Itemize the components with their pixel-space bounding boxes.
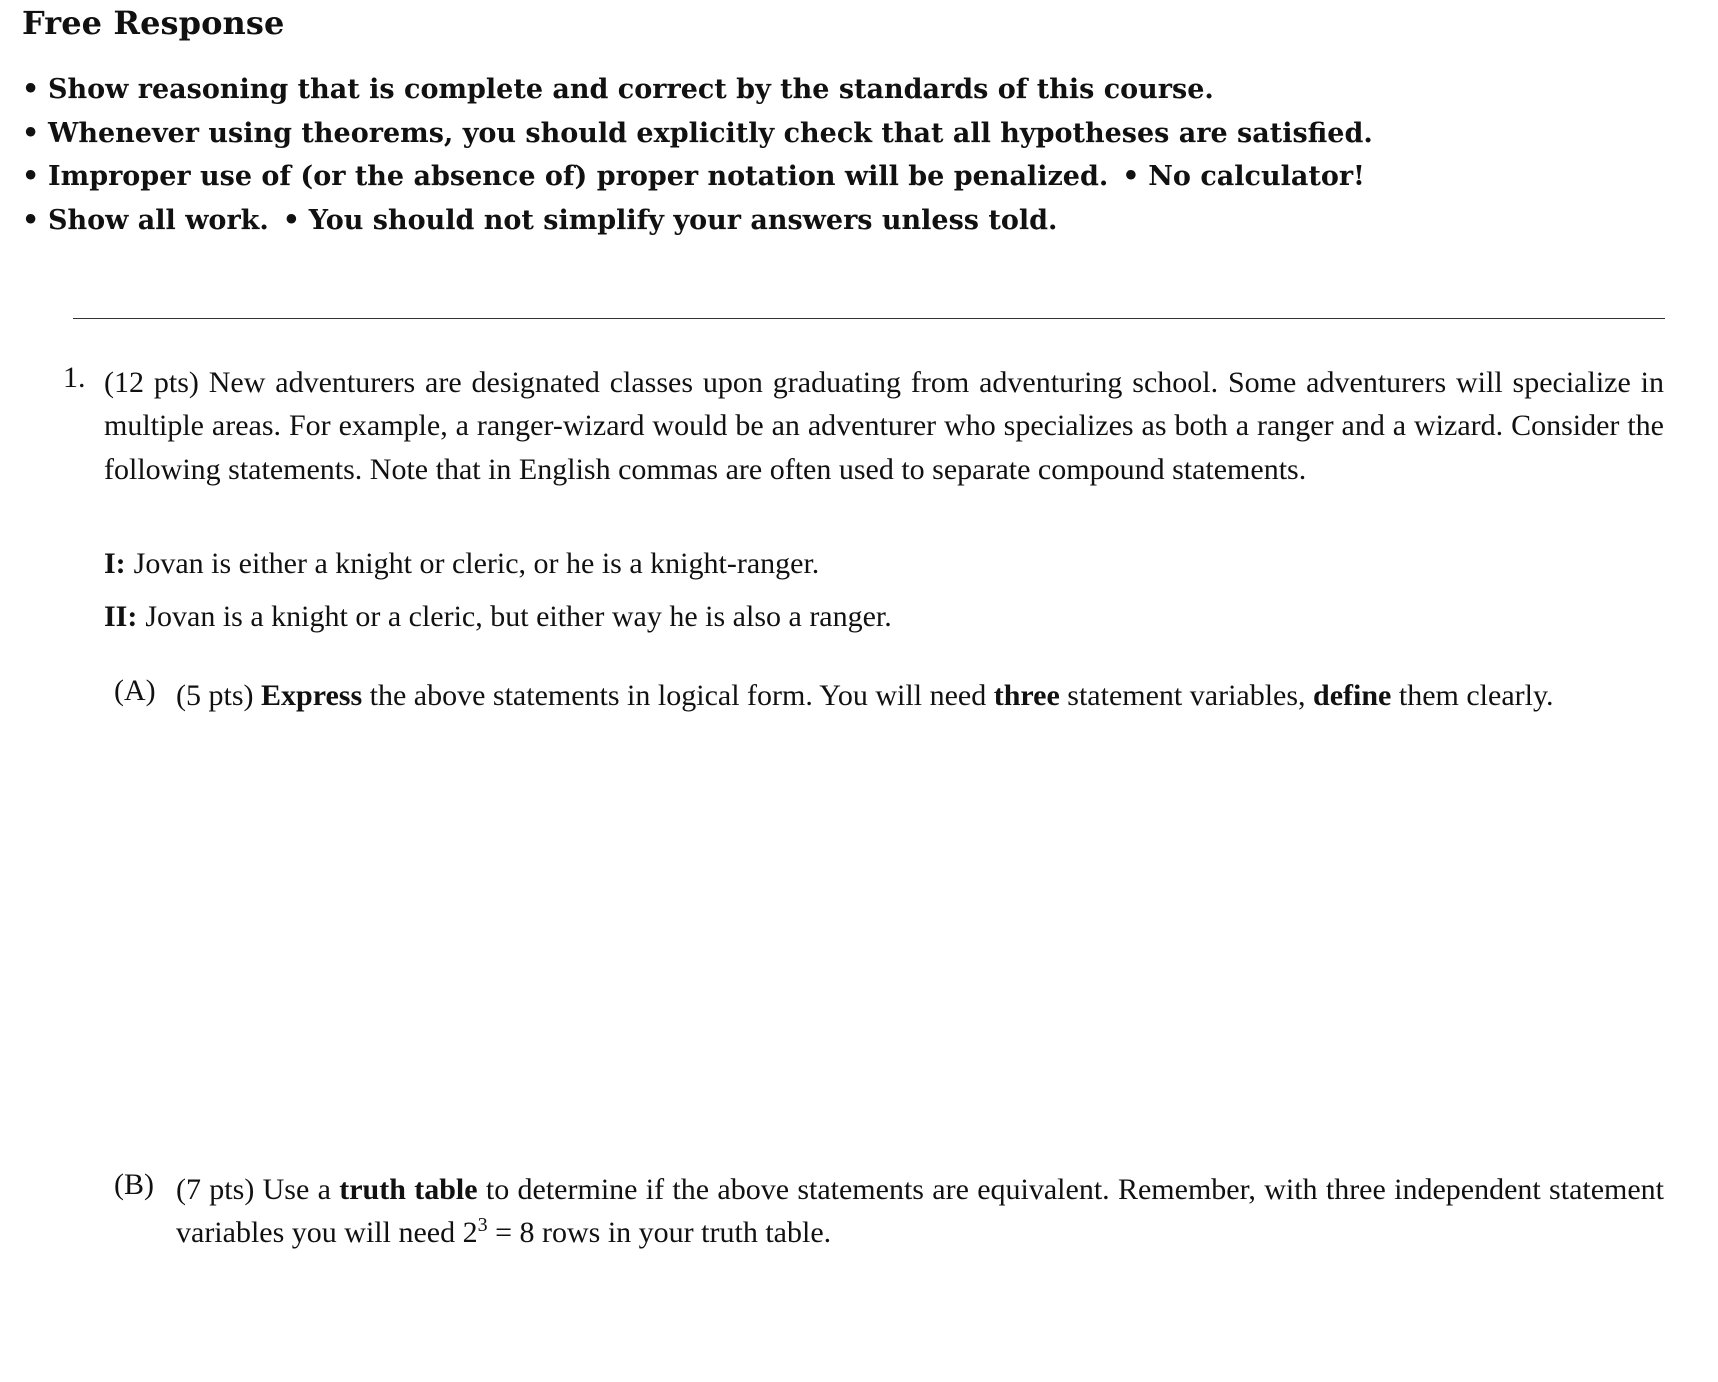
statement-i-label: I: <box>104 547 126 580</box>
instruction-text: Whenever using theorems, you should explicitly check that all hypotheses are satisfied. <box>48 117 1373 149</box>
part-b-text-1: (7 pts) Use a <box>176 1173 331 1206</box>
part-a-points: (5 pts) <box>176 679 254 712</box>
part-b-label: (B) <box>114 1168 154 1201</box>
part-b-text-2: to determine if the above statements are equivalent. Remember, with three independent statement variables you will need 2 <box>176 1173 1665 1250</box>
bullet-icon: • <box>282 204 301 236</box>
instruction-text: Show all work. <box>48 204 269 236</box>
problem-text: (12 pts) New adventurers are designated classes upon graduating from adventuring school. Some adventurers will specialize in multiple areas. For example, a ranger-wizard would be an adventurer who specializes as both a ranger and a wizard. Consider the following statements. Note that in English commas are often used to separate compound statements. <box>104 366 1664 486</box>
part-a-text <box>176 674 1664 717</box>
statement-i-text: Jovan is either a knight or cleric, or he is a knight-ranger. <box>133 547 820 580</box>
problem-number: 1. <box>63 361 86 394</box>
bullet-icon: • <box>1122 161 1140 192</box>
bullet-icon: • <box>22 204 40 236</box>
part-a-emphasis-three: three <box>993 679 1060 712</box>
statement-i <box>104 547 819 581</box>
instruction-line-1 <box>22 68 1662 112</box>
instruction-line-3 <box>22 155 1662 199</box>
part-b-exponent: 3 <box>477 1214 488 1237</box>
statement-ii-label: II: <box>104 600 138 633</box>
part-b-text-3: = 8 rows in your truth table. <box>495 1216 832 1250</box>
bullet-icon: • <box>22 161 40 192</box>
part-a-text-1: the above statements in logical form. You will need <box>369 679 987 712</box>
part-a-label: (A) <box>114 674 156 707</box>
bullet-icon: • <box>22 117 40 149</box>
instruction-text: Show reasoning that is complete and correct by the standards of this course. <box>48 74 1214 105</box>
instruction-text: You should not simplify your answers unless told. <box>308 204 1058 236</box>
part-b-text <box>176 1168 1664 1255</box>
instruction-line-2 <box>22 112 1662 156</box>
instruction-text: No calculator! <box>1148 161 1365 192</box>
part-a-text-2: statement variables, <box>1067 679 1306 712</box>
instruction-line-4 <box>22 199 1662 243</box>
instructions-list <box>22 68 1662 242</box>
instruction-text: Improper use of (or the absence of) proper notation will be penalized. <box>48 161 1109 192</box>
part-a-emphasis-express: Express <box>261 679 363 712</box>
statement-ii-text: Jovan is a knight or a cleric, but either way he is also a ranger. <box>145 600 892 633</box>
page-title: Free Response <box>22 4 285 42</box>
part-a-text-3: them clearly. <box>1398 679 1554 712</box>
bullet-icon: • <box>22 74 40 105</box>
statement-ii <box>104 600 892 634</box>
section-divider <box>73 318 1665 319</box>
part-a-emphasis-define: define <box>1313 679 1392 712</box>
part-b-emphasis-truth-table: truth table <box>339 1173 478 1206</box>
